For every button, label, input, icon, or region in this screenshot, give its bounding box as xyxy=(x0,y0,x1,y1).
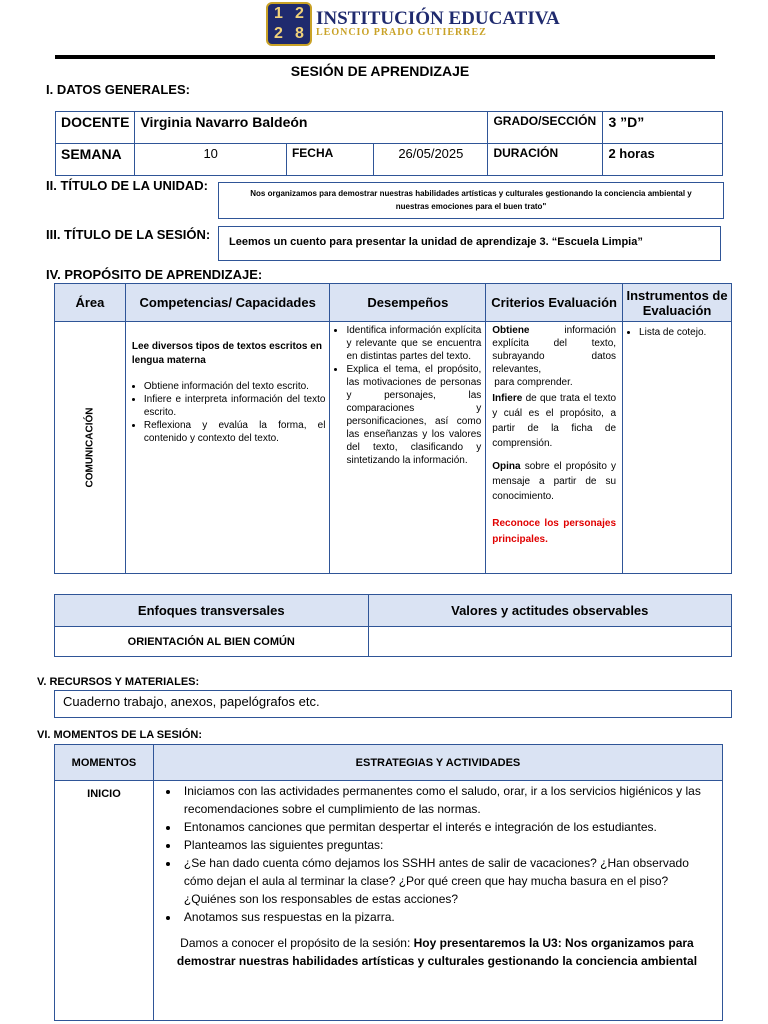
criterion-4 xyxy=(492,516,616,548)
list-item: • Infiere e interpreta información del texto escrito. xyxy=(144,393,326,419)
col-enfoques: Enfoques transversales xyxy=(55,595,369,627)
list-item: • Anotamos sus respuestas en la pizarra. xyxy=(180,908,716,926)
enfoque-value: ORIENTACIÓN AL BIEN COMÚN xyxy=(55,627,369,657)
col-estrategias: ESTRATEGIAS Y ACTIVIDADES xyxy=(153,745,722,781)
section-momentos: VI. MOMENTOS DE LA SESIÓN: xyxy=(37,729,203,741)
instruments-cell xyxy=(623,322,732,574)
performances-cell xyxy=(330,322,486,574)
col-instrumentos: Instrumentos de Evaluación xyxy=(623,284,732,322)
purpose-intro: Damos a conocer el propósito de la sesión: xyxy=(180,936,414,950)
page-title: SESIÓN DE APRENDIZAJE xyxy=(290,63,470,79)
col-valores: Valores y actitudes observables xyxy=(368,595,731,627)
list-item: • Reflexiona y evalúa la forma, el contenido y contexto del texto. xyxy=(144,419,326,445)
list-item: • Explica el tema, el propósito, las motivaciones de personas y personajes, las comparaciones y personificaciones, así como las enseñanzas y los valores del texto, clasificando y sintetizando la información. xyxy=(346,363,481,467)
criterion-2 xyxy=(492,391,616,451)
list-item: • Planteamos las siguientes preguntas: xyxy=(180,836,716,854)
list-item: • Iniciamos con las actividades permanentes como el saludo, orar, ir a los servicios higiénicos y las recomendaciones sobre el cumplimiento de las normas. xyxy=(180,782,716,818)
school-name: INSTITUCIÓN EDUCATIVA xyxy=(316,8,560,29)
criterion-1-tail: para comprender. xyxy=(494,377,573,388)
logo-digit: 1 xyxy=(274,5,283,22)
criteria-cell xyxy=(486,322,623,574)
school-logo xyxy=(266,2,312,46)
logo-digit: 2 xyxy=(274,25,283,42)
col-momentos: MOMENTOS xyxy=(55,745,154,781)
criterion-verb: Infiere xyxy=(492,393,523,404)
criterion-text: Reconoce los personajes principales xyxy=(492,518,617,545)
session-purpose xyxy=(154,934,716,970)
section-titulo-unidad: II. TÍTULO DE LA UNIDAD: xyxy=(46,178,209,193)
activities-list xyxy=(154,782,716,926)
session-title-box: Leemos un cuento para presentar la unidad de aprendizaje 3. “Escuela Limpia” xyxy=(218,226,721,261)
grado-label: GRADO/SECCIÓN xyxy=(488,112,603,144)
capacities-list xyxy=(132,380,326,445)
fecha-value: 26/05/2025 xyxy=(374,144,488,176)
criterion-3 xyxy=(492,459,616,504)
header-divider xyxy=(55,55,715,59)
section-titulo-sesion: III. TÍTULO DE LA SESIÓN: xyxy=(46,227,211,242)
list-item: • Entonamos canciones que permitan despertar el interés e integración de los estudiantes. xyxy=(180,818,716,836)
purpose-table xyxy=(54,283,732,574)
purpose-statement: Hoy presentaremos la U3: Nos organizamos para demostrar nuestras habilidades artísticas y culturales gestionando la conciencia ambiental xyxy=(176,936,698,968)
school-subtitle: LEONCIO PRADO GUTIERREZ xyxy=(316,27,487,38)
section-recursos: V. RECURSOS Y MATERIALES: xyxy=(37,676,200,688)
docente-label: DOCENTE xyxy=(56,112,135,144)
criterion-text: sobre el propósito y mensaje a partir de su conocimiento. xyxy=(492,461,617,502)
inicio-label: INICIO xyxy=(55,781,154,1021)
fecha-label: FECHA xyxy=(286,144,373,176)
list-item: • ¿Se han dado cuenta cómo dejamos los SSHH antes de salir de vacaciones? ¿Han observado cómo dejan el aula al terminar la clase? ¿Por qué creen que hay mucha basura en el piso? ¿Quiénes son los responsables de estas acciones? xyxy=(180,854,716,908)
enfoques-table xyxy=(54,594,732,657)
semana-label: SEMANA xyxy=(56,144,135,176)
performances-list xyxy=(334,324,481,467)
competence-title: Lee diversos tipos de textos escritos en lengua materna xyxy=(131,341,322,366)
grado-value: 3 ”D” xyxy=(603,112,723,144)
valores-value xyxy=(368,627,731,657)
criterion-verb: Obtiene xyxy=(492,325,530,336)
logo-digit: 8 xyxy=(295,25,304,42)
criterion-text: de que trata el texto y cuál es el propósito, a partir de la ficha de comprensión. xyxy=(492,393,617,449)
criterion-tail: . xyxy=(545,534,548,545)
duracion-label: DURACIÓN xyxy=(488,144,603,176)
docente-value: Virginia Navarro Baldeón xyxy=(135,112,488,144)
list-item: • Obtiene información del texto escrito. xyxy=(144,380,326,393)
col-desempenos: Desempeños xyxy=(330,284,486,322)
section-datos-generales: I. DATOS GENERALES: xyxy=(46,82,190,97)
semana-value: 10 xyxy=(135,144,286,176)
col-area: Área xyxy=(55,284,126,322)
section-proposito: IV. PROPÓSITO DE APRENDIZAJE: xyxy=(46,267,263,282)
col-criterios: Criterios Evaluación xyxy=(486,284,623,322)
area-cell xyxy=(55,322,126,574)
resources-box: Cuaderno trabajo, anexos, papelógrafos etc. xyxy=(54,690,732,718)
competence-cell xyxy=(125,322,330,574)
general-data-table xyxy=(55,111,723,176)
list-item: • Identifica información explícita y relevante que se encuentra en distintas partes del texto. xyxy=(346,324,481,363)
area-label: COMUNICACIÓN xyxy=(84,407,96,488)
criterion-1 xyxy=(492,324,616,376)
col-competencias: Competencias/ Capacidades xyxy=(125,284,330,322)
unit-title-box: Nos organizamos para demostrar nuestras habilidades artísticas y culturales gestionando la conciencia ambiental y nuestras emociones para el buen trato" xyxy=(218,182,724,219)
inicio-activities xyxy=(153,781,722,1021)
duracion-value: 2 horas xyxy=(603,144,723,176)
criterion-verb: Opina xyxy=(492,461,521,472)
criterion-text: información explícita del texto, subrayando datos relevantes, xyxy=(492,325,617,375)
instruments-list xyxy=(627,326,727,339)
list-item: • Lista de cotejo. xyxy=(639,326,727,339)
moments-table xyxy=(54,744,723,1021)
logo-digit: 2 xyxy=(295,5,304,22)
